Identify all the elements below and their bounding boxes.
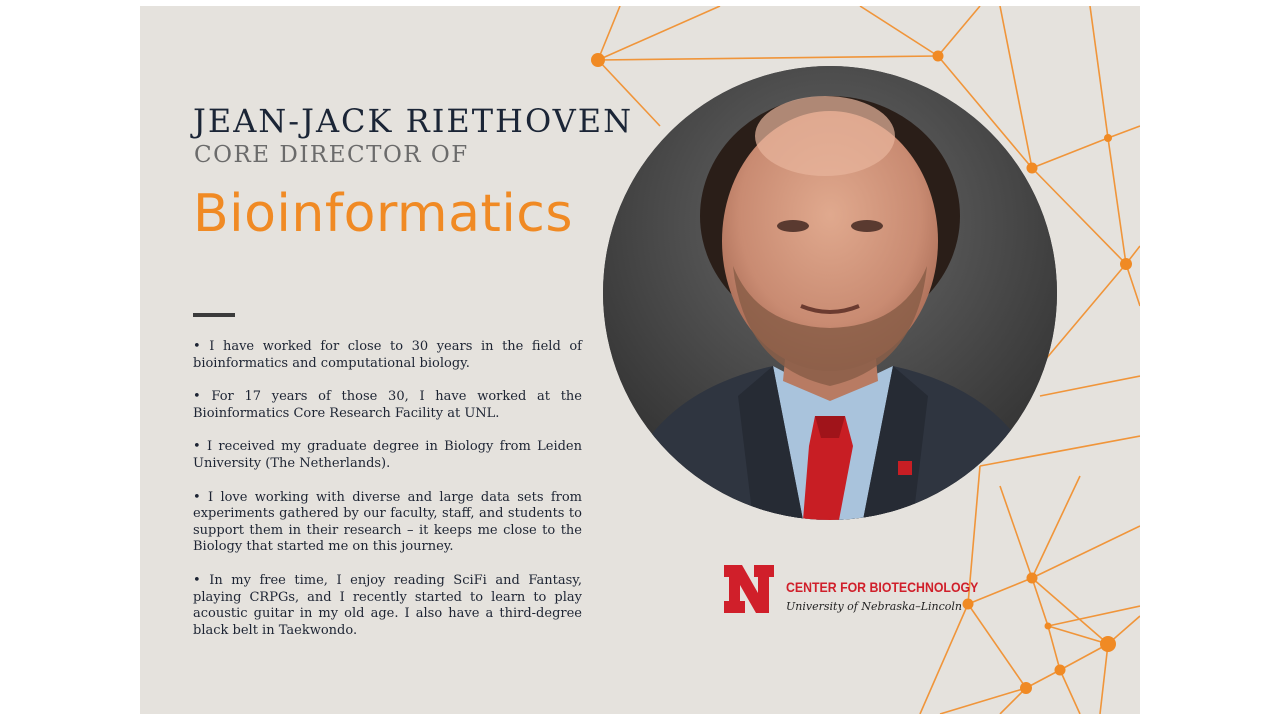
bio-item: • I love working with diverse and large data sets from experiments gathered by our faculty, staff, and students to support them in their research – it keeps me close to the Biology that started me on this journey. — [193, 489, 582, 555]
logo-subtitle: University of Nebraska–Lincoln — [786, 600, 962, 613]
bio-item: • I have worked for close to 30 years in the field of bioinformatics and computational biology. — [193, 339, 582, 371]
portrait-illustration — [603, 66, 1057, 520]
portrait-photo — [603, 66, 1057, 520]
logo-title: CENTER FOR BIOTECHNOLOGY — [786, 579, 979, 595]
bio-list — [193, 339, 582, 656]
field-title: Bioinformatics — [193, 184, 573, 244]
bio-item: • In my free time, I enjoy reading SciFi and Fantasy, playing CRPGs, and I recently started to learn to play acoustic guitar in my old age. I also have a third-degree black belt in Taekwondo. — [193, 572, 582, 638]
role-title: CORE DIRECTOR OF — [194, 142, 469, 168]
person-name: JEAN-JACK RIETHOVEN — [193, 102, 634, 140]
bio-item: • I received my graduate degree in Biology from Leiden University (The Netherlands). — [193, 439, 582, 471]
profile-slide — [140, 6, 1140, 714]
divider — [193, 313, 235, 317]
center-logo — [722, 559, 979, 619]
bio-item: • For 17 years of those 30, I have worked at the Bioinformatics Core Research Facility at UNL. — [193, 389, 582, 421]
nebraska-n-icon — [722, 561, 776, 617]
